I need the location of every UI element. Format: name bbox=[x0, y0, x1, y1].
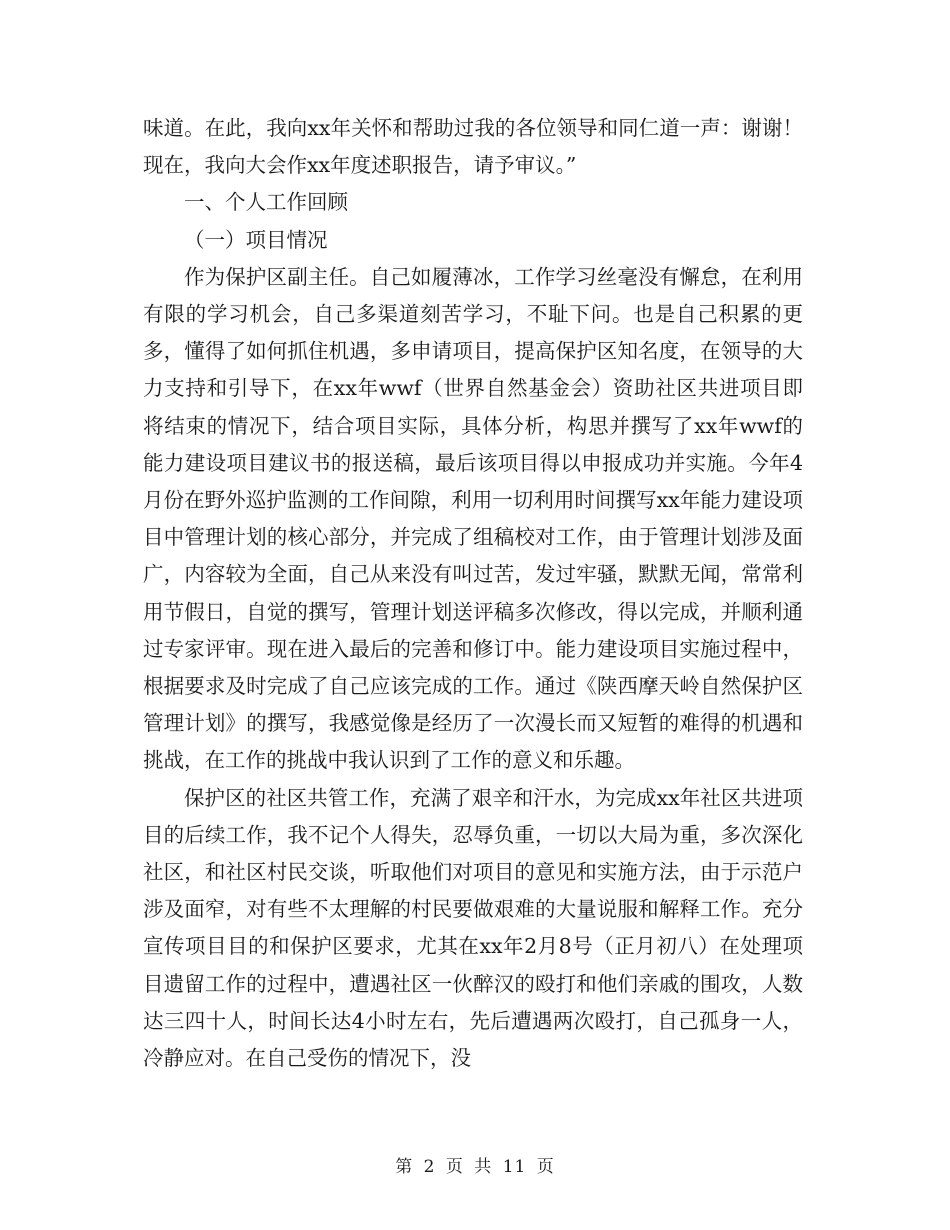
document-body bbox=[143, 110, 803, 1077]
page-number-footer: 第 2 页 共 11 页 bbox=[395, 1157, 555, 1177]
paragraph-community-work: 保护区的社区共管工作，充满了艰辛和汗水，为完成xx年社区共进项目的后续工作，我不记个人得失，忍辱负重，一切以大局为重，多次深化社区，和社区村民交谈，听取他们对项目的意见和实施方法，由于示范户涉及面窄，对有些不太理解的村民要做艰难的大量说服和解释工作。充分宣传项目目的和保护区要求，尤其在xx年2月8号（正月初八）在处理项目遗留工作的过程中，遭遇社区一伙醉汉的殴打和他们亲戚的围攻，人数达三四十人，时间长达4小时左右，先后遭遇两次殴打，自己孤身一人，冷静应对。在自己受伤的情况下，没 bbox=[143, 785, 803, 1071]
section-heading: 一、个人工作回顾 bbox=[184, 190, 348, 215]
paragraph-project-work: 作为保护区副主任。自己如履薄冰，工作学习丝毫没有懈怠，在利用有限的学习机会，自己多渠道刻苦学习，不耻下问。也是自己积累的更多，懂得了如何抓住机遇，多申请项目，提高保护区知名度，在领导的大力支持和引导下，在xx年wwf（世界自然基金会）资助社区共进项目即将结束的情况下，结合项目实际，具体分析，构思并撰写了xx年wwf的能力建设项目建议书的报送稿，最后该项目得以申报成功并实施。今年4月份在野外巡护监测的工作间隙，利用一切利用时间撰写xx年能力建设项目中管理计划的核心部分，并完成了组稿校对工作，由于管理计划涉及面广，内容较为全面，自己从来没有叫过苦，发过牢骚，默默无闻，常常利用节假日，自觉的撰写，管理计划送评稿多次修改，得以完成，并顺利通过专家评审。现在进入最后的完善和修订中。能力建设项目实施过程中，根据要求及时完成了自己应该完成的工作。通过《陕西摩天岭自然保护区管理计划》的撰写，我感觉像是经历了一次漫长而又短暂的难得的机遇和挑战，在工作的挑战中我认识到了工作的意义和乐趣。 bbox=[143, 264, 803, 773]
paragraph-continuation: 味道。在此，我向xx年关怀和帮助过我的各位领导和同仁道一声：谢谢！现在，我向大会作xx年度述职报告，请予审议。” bbox=[143, 116, 803, 178]
subsection-heading: （一）项目情况 bbox=[184, 227, 328, 252]
